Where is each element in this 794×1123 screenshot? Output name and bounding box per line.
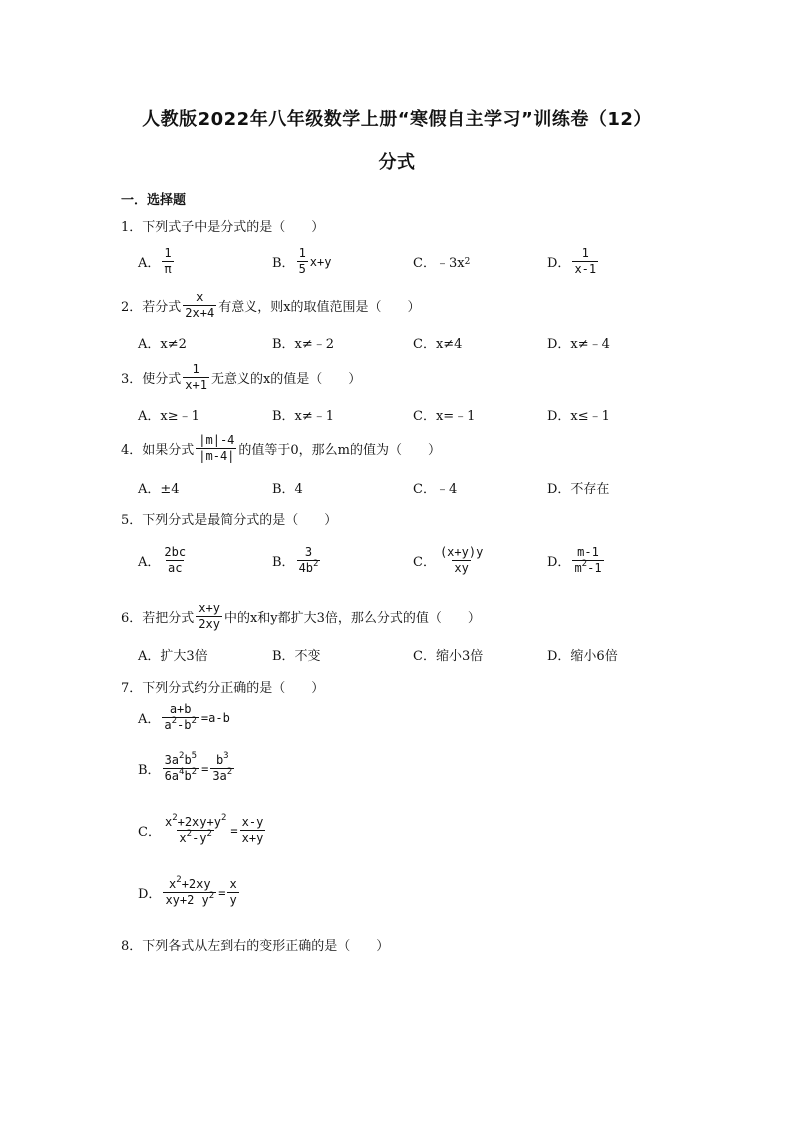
q5-option-a: A． $\frac{2bc}{ac}$ (138, 545, 187, 575)
page-subtitle: 分式 (378, 152, 416, 173)
q2-option-b: B．x≠﹣2 (272, 337, 335, 352)
q1-option-c: C． ﹣3x 2 (413, 256, 471, 271)
q6-option-a: A．扩大3倍 (138, 649, 208, 664)
q4-option-d: D．不存在 (547, 482, 610, 497)
q6-option-c: C．缩小3倍 (413, 649, 484, 664)
q3-option-c: C．x=﹣1 (413, 409, 476, 424)
q1-option-a: A． $\frac{1}{\pi}$ (138, 246, 172, 276)
question-8: 8．下列各式从左到右的变形正确的是（ ） (121, 939, 390, 954)
q7-option-b: B． $\frac{3a^2b^5}{6a^4b^2}$ = $\frac{b^3}{3a^2}$ (138, 751, 233, 783)
q6-option-d: D．缩小6倍 (547, 649, 618, 664)
q4-option-a: A．±4 (138, 482, 180, 497)
q5-option-b: B． $\frac{3}{4b^2}$ (272, 545, 319, 575)
q7-option-a: A． $\frac{a+b}{a^2-b^2}$ =a-b (138, 702, 230, 732)
question-1: 1．下列式子中是分式的是（ ） (121, 220, 325, 235)
q4-option-c: C．﹣4 (413, 482, 458, 497)
question-7: 7．下列分式约分正确的是（ ） (121, 681, 325, 696)
question-4: 4．如果分式 $\frac{|m|-4}{|m-4|}$ 的值等于0，那么m的值为（ ） (121, 433, 442, 463)
q5-option-c: C． $\frac{(x+y)y}{xy}$ (413, 545, 484, 575)
question-2: 2．若分式 $\frac{x}{2x+4}$ 有意义，则x的取值范围是（ ） (121, 290, 421, 320)
section-heading: 一．选择题 (121, 193, 187, 208)
page-title: 人教版2022年八年级数学上册“寒假自主学习”训练卷（12） (142, 109, 652, 130)
q1-option-d: D． $\frac{1}{x-1}$ (547, 246, 597, 276)
question-3: 3．使分式 $\frac{1}{x+1}$ 无意义的x的值是（ ） (121, 362, 362, 392)
q2-option-d: D．x≠﹣4 (547, 337, 610, 352)
question-6: 6．若把分式 $\frac{x+y}{2xy}$ 中的x和y都扩大3倍，那么分式的值（ ） (121, 601, 481, 631)
q7-option-d: D． $\frac{x^2+2xy}{xy+2 y^2}$ = $\frac{x}{y}$ (138, 875, 237, 907)
q6-option-b: B．不变 (272, 649, 321, 664)
q2-option-a: A．x≠2 (138, 337, 187, 352)
q1-option-b: B． $\frac{1}{5}$ x+y (272, 246, 332, 276)
q3-option-b: B．x≠﹣1 (272, 409, 335, 424)
q2-option-c: C．x≠4 (413, 337, 463, 352)
q3-option-a: A．x≥﹣1 (138, 409, 200, 424)
question-5: 5．下列分式是最简分式的是（ ） (121, 513, 338, 528)
q3-option-d: D．x≤﹣1 (547, 409, 610, 424)
q4-option-b: B．4 (272, 482, 303, 497)
q5-option-d: D． $\frac{m-1}{m^2-1}$ (547, 545, 602, 575)
q7-option-c: C． $\frac{x^2+2xy+y^2}{x^2-y^2}$ = $\frac{x-y}{x+y}$ (138, 813, 264, 845)
